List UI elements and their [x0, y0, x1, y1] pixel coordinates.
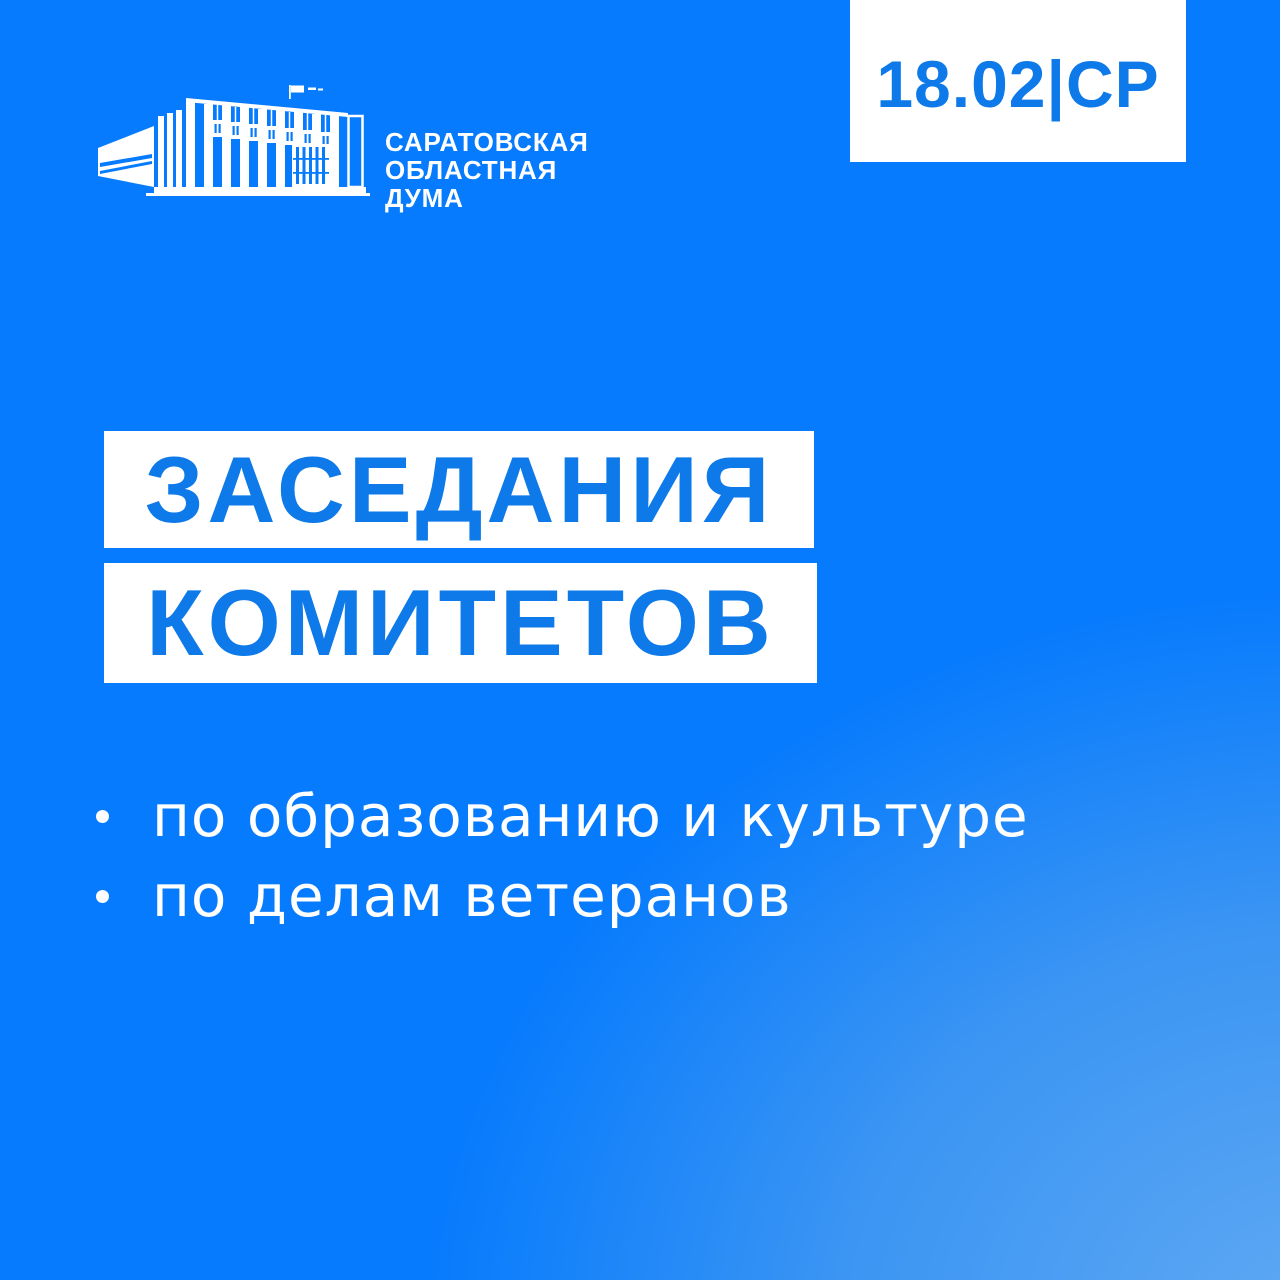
date-badge-text: 18.02|СР — [876, 47, 1160, 121]
logo-line-1: САРАТОВСКАЯ — [385, 127, 589, 157]
agenda-list — [76, 776, 1176, 936]
bullet-dot-icon — [96, 810, 109, 823]
agenda-item-text: по образованию и культуре — [152, 782, 1029, 850]
logo-line-3: ДУМА — [385, 183, 464, 213]
logo-wordmark — [385, 128, 589, 212]
list-item — [76, 856, 1176, 936]
headline-box-1 — [104, 431, 814, 548]
duma-building-icon — [96, 84, 372, 220]
headline-line-2: КОМИТЕТОВ — [146, 570, 775, 675]
bullet-dot-icon — [96, 890, 109, 903]
list-item — [76, 776, 1176, 856]
date-badge — [850, 0, 1186, 162]
headline-line-1: ЗАСЕДАНИЯ — [144, 436, 774, 542]
agenda-item-text: по делам ветеранов — [152, 862, 792, 930]
logo-line-2: ОБЛАСТНАЯ — [385, 155, 558, 185]
headline-box-2 — [104, 563, 817, 683]
